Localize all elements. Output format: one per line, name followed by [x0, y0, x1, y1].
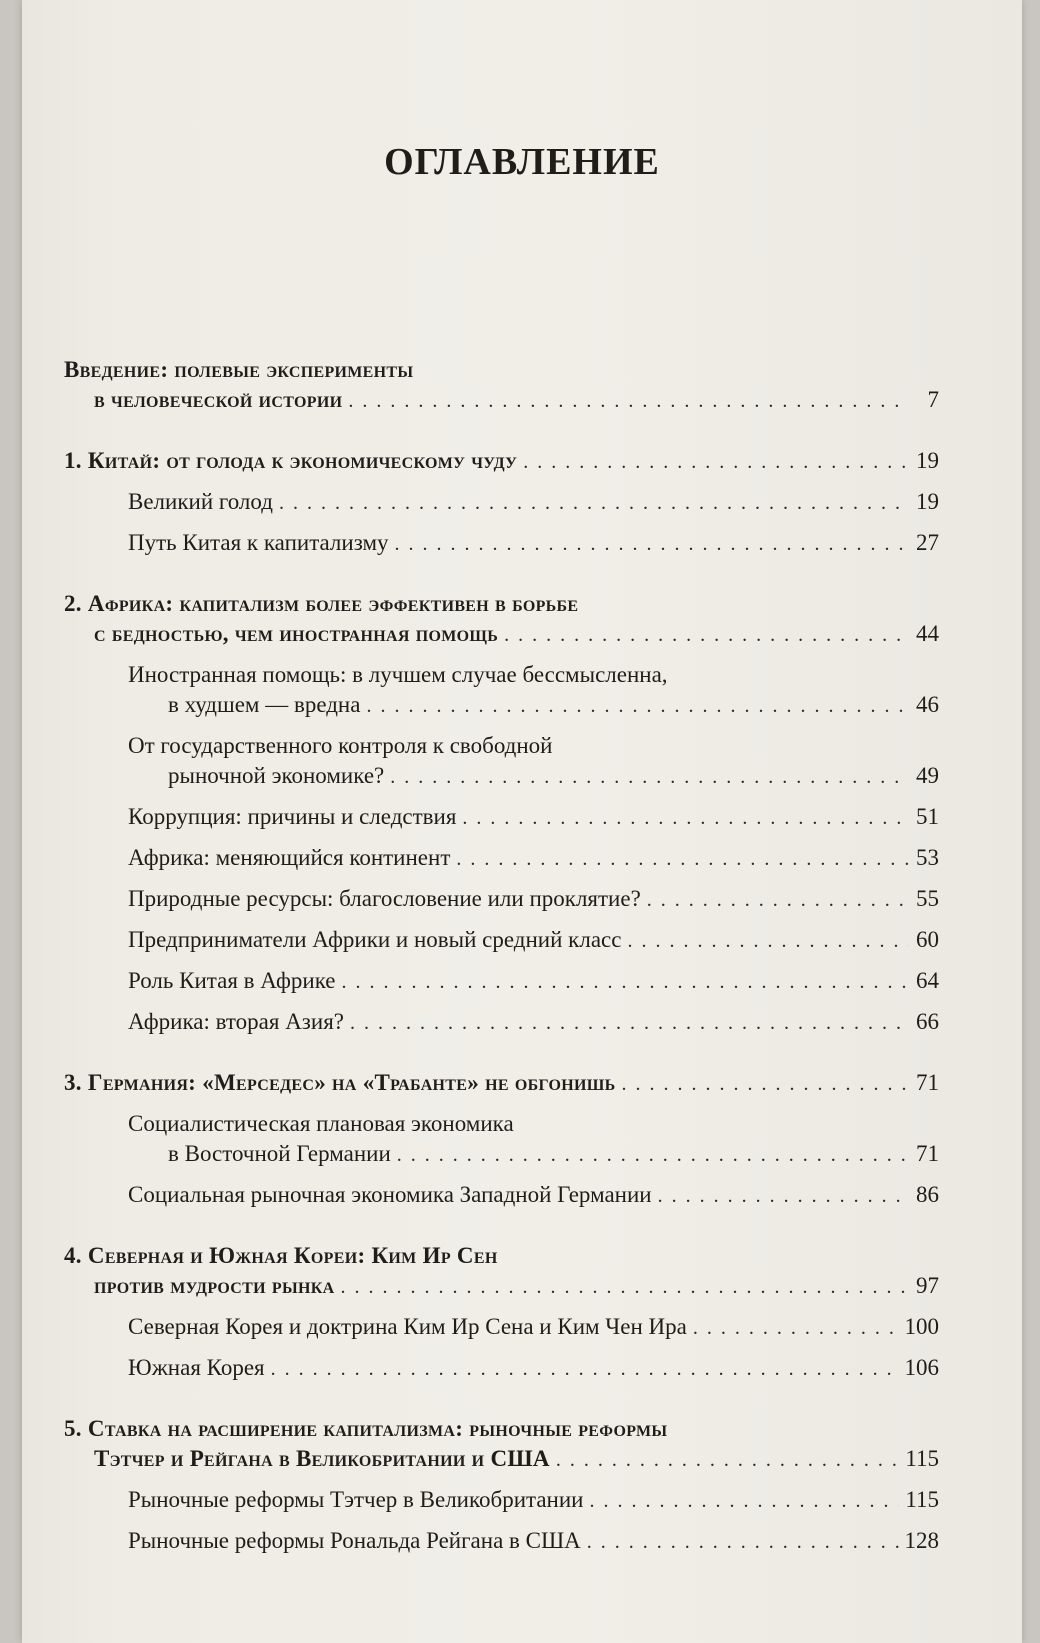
toc-entry-title: Природные ресурсы: благословение или проклятие? [128, 886, 641, 911]
page-number: 97 [916, 1273, 939, 1298]
toc-entry-title: Коррупция: причины и следствия [128, 804, 457, 829]
toc-entry-title-line [128, 660, 939, 690]
toc-entry-line [128, 690, 939, 721]
toc-section-entry [64, 1007, 939, 1038]
dot-leader [366, 691, 909, 721]
toc-entry-line [128, 802, 939, 833]
page-number: 27 [916, 530, 939, 555]
page-number: 60 [916, 927, 939, 952]
toc-entry-line [128, 884, 939, 915]
toc-entry-title: Африка: капитализм более эффективен в борьбе [87, 591, 579, 616]
toc-entry-line [64, 1271, 939, 1302]
toc-section-entry [64, 884, 939, 915]
toc-entry-line [128, 1526, 939, 1557]
toc-entry-title-line [64, 1414, 939, 1444]
dot-leader [342, 967, 909, 997]
toc-entry-title: Тэтчер и Рейгана в Великобритании и США [94, 1446, 550, 1471]
toc-entry-title-line [64, 1241, 939, 1271]
toc-entry-line [128, 966, 939, 997]
toc-chapter-entry [64, 446, 939, 477]
toc-entry-line [64, 446, 939, 477]
page-number: 19 [916, 448, 939, 473]
toc-entry-title: рыночной экономике? [168, 763, 385, 788]
page-number: 115 [905, 1446, 939, 1471]
page-number: 51 [916, 804, 939, 829]
dot-leader [647, 885, 909, 915]
toc-entry-line [128, 1139, 939, 1170]
dot-leader [340, 1272, 909, 1302]
toc-entry-title: Рыночные реформы Рональда Рейгана в США [128, 1528, 581, 1553]
dot-leader [523, 447, 909, 477]
dot-leader [658, 1181, 909, 1211]
toc-section-entry [64, 528, 939, 559]
toc-chapter-entry [64, 1414, 939, 1475]
toc-entry-line [128, 761, 939, 792]
toc-entry-title-line [64, 355, 939, 385]
toc-entry-line [128, 1007, 939, 1038]
toc-chapter-entry [64, 1241, 939, 1302]
page-number: 66 [916, 1009, 939, 1034]
toc-entry-title: Путь Китая к капитализму [128, 530, 389, 555]
chapter-number: 2. [64, 591, 88, 616]
chapter-number: 5. [64, 1416, 88, 1441]
dot-leader [587, 1527, 899, 1557]
toc-entry-line [64, 1068, 939, 1099]
page-number: 86 [916, 1182, 939, 1207]
toc-entry-title: Северная Корея и доктрина Ким Ир Сена и Ким Чен Ира [128, 1314, 687, 1339]
toc-entry-title: Африка: вторая Азия? [128, 1009, 344, 1034]
toc-entry-line [128, 925, 939, 956]
toc-entry-title: с бедностью, чем иностранная помощь [94, 621, 499, 646]
toc-entry-title: Введение: полевые эксперименты [64, 357, 414, 382]
toc-entry-title: Ставка на расширение капитализма: рыночные реформы [87, 1416, 668, 1441]
table-of-contents [64, 355, 939, 1557]
toc-entry-title: Социалистическая плановая экономика [128, 1111, 514, 1136]
toc-entry-line [64, 1444, 939, 1475]
page-number: 106 [904, 1355, 939, 1380]
toc-entry-line [64, 619, 939, 650]
dot-leader [693, 1313, 899, 1343]
toc-entry-title [64, 446, 517, 476]
toc-chapter-entry [64, 1068, 939, 1099]
chapter-number: 3. [64, 1070, 88, 1095]
toc-entry-title-text: Германия: «Мерседес» на «Трабанте» не обгонишь [87, 1070, 616, 1095]
dot-leader [622, 1069, 909, 1099]
toc-entry-line [128, 1180, 939, 1211]
toc-entry-title-line [128, 731, 939, 761]
dot-leader [589, 1486, 899, 1516]
chapter-number: 4. [64, 1243, 88, 1268]
page-number: 71 [916, 1141, 939, 1166]
toc-entry-title-line [128, 1109, 939, 1139]
page-number: 46 [916, 692, 939, 717]
toc-entry-line [128, 843, 939, 874]
page-number: 19 [916, 489, 939, 514]
toc-entry-line [128, 528, 939, 559]
page-number: 100 [904, 1314, 939, 1339]
toc-entry-title: против мудрости рынка [94, 1273, 335, 1298]
toc-entry-line [128, 1485, 939, 1516]
dot-leader [348, 386, 909, 416]
dot-leader [271, 1354, 899, 1384]
toc-section-entry [64, 1485, 939, 1516]
page-number: 7 [927, 387, 939, 412]
toc-section-entry [64, 487, 939, 518]
toc-entry-title: Южная Корея [128, 1355, 265, 1380]
toc-entry-title: От государственного контроля к свободной [128, 733, 553, 758]
page-number: 115 [905, 1487, 939, 1512]
toc-section-entry [64, 1312, 939, 1343]
page-number: 53 [916, 845, 939, 870]
dot-leader [504, 620, 909, 650]
toc-chapter-entry [64, 589, 939, 650]
toc-entry-title: в человеческой истории [94, 387, 343, 412]
toc-entry-title-line [64, 589, 939, 619]
toc-section-entry [64, 1109, 939, 1170]
toc-section-entry [64, 802, 939, 833]
page-number: 128 [904, 1528, 939, 1553]
dot-leader [462, 803, 909, 833]
dot-leader [350, 1008, 909, 1038]
toc-entry-line [64, 385, 939, 416]
toc-section-entry [64, 1526, 939, 1557]
page-number: 64 [916, 968, 939, 993]
toc-entry-title: Социальная рыночная экономика Западной Германии [128, 1182, 652, 1207]
toc-section-entry [64, 731, 939, 792]
toc-entry-title [64, 1068, 616, 1098]
toc-entry-title-text: Китай: от голода к экономическому чуду [87, 448, 518, 473]
page-number: 44 [916, 621, 939, 646]
toc-section-entry [64, 660, 939, 721]
page-number: 71 [916, 1070, 939, 1095]
toc-entry-title: Предприниматели Африки и новый средний класс [128, 927, 622, 952]
toc-entry-title: Роль Китая в Африке [128, 968, 336, 993]
toc-entry-title: Северная и Южная Кореи: Ким Ир Сен [87, 1243, 498, 1268]
toc-section-entry [64, 1180, 939, 1211]
toc-entry-title: Африка: меняющийся континент [128, 845, 451, 870]
toc-entry-title: в Восточной Германии [168, 1141, 391, 1166]
dot-leader [397, 1140, 909, 1170]
toc-section-entry [64, 1353, 939, 1384]
toc-section-entry [64, 925, 939, 956]
dot-leader [279, 488, 909, 518]
toc-entry-title: Иностранная помощь: в лучшем случае бессмысленна, [128, 662, 668, 687]
toc-chapter-entry [64, 355, 939, 416]
book-page [22, 0, 1022, 1643]
dot-leader [390, 762, 909, 792]
toc-section-entry [64, 843, 939, 874]
toc-entry-line [128, 487, 939, 518]
dot-leader [556, 1445, 900, 1475]
page-title: ОГЛАВЛЕНИЕ [384, 141, 660, 183]
dot-leader [395, 529, 909, 559]
page-number: 49 [916, 763, 939, 788]
chapter-number: 1. [64, 448, 88, 473]
toc-entry-title: Рыночные реформы Тэтчер в Великобритании [128, 1487, 584, 1512]
toc-entry-title: в худшем — вредна [168, 692, 361, 717]
toc-entry-line [128, 1353, 939, 1384]
page-number: 55 [916, 886, 939, 911]
toc-entry-line [128, 1312, 939, 1343]
toc-entry-title: Великий голод [128, 489, 273, 514]
dot-leader [627, 926, 909, 956]
dot-leader [456, 844, 909, 874]
toc-section-entry [64, 966, 939, 997]
